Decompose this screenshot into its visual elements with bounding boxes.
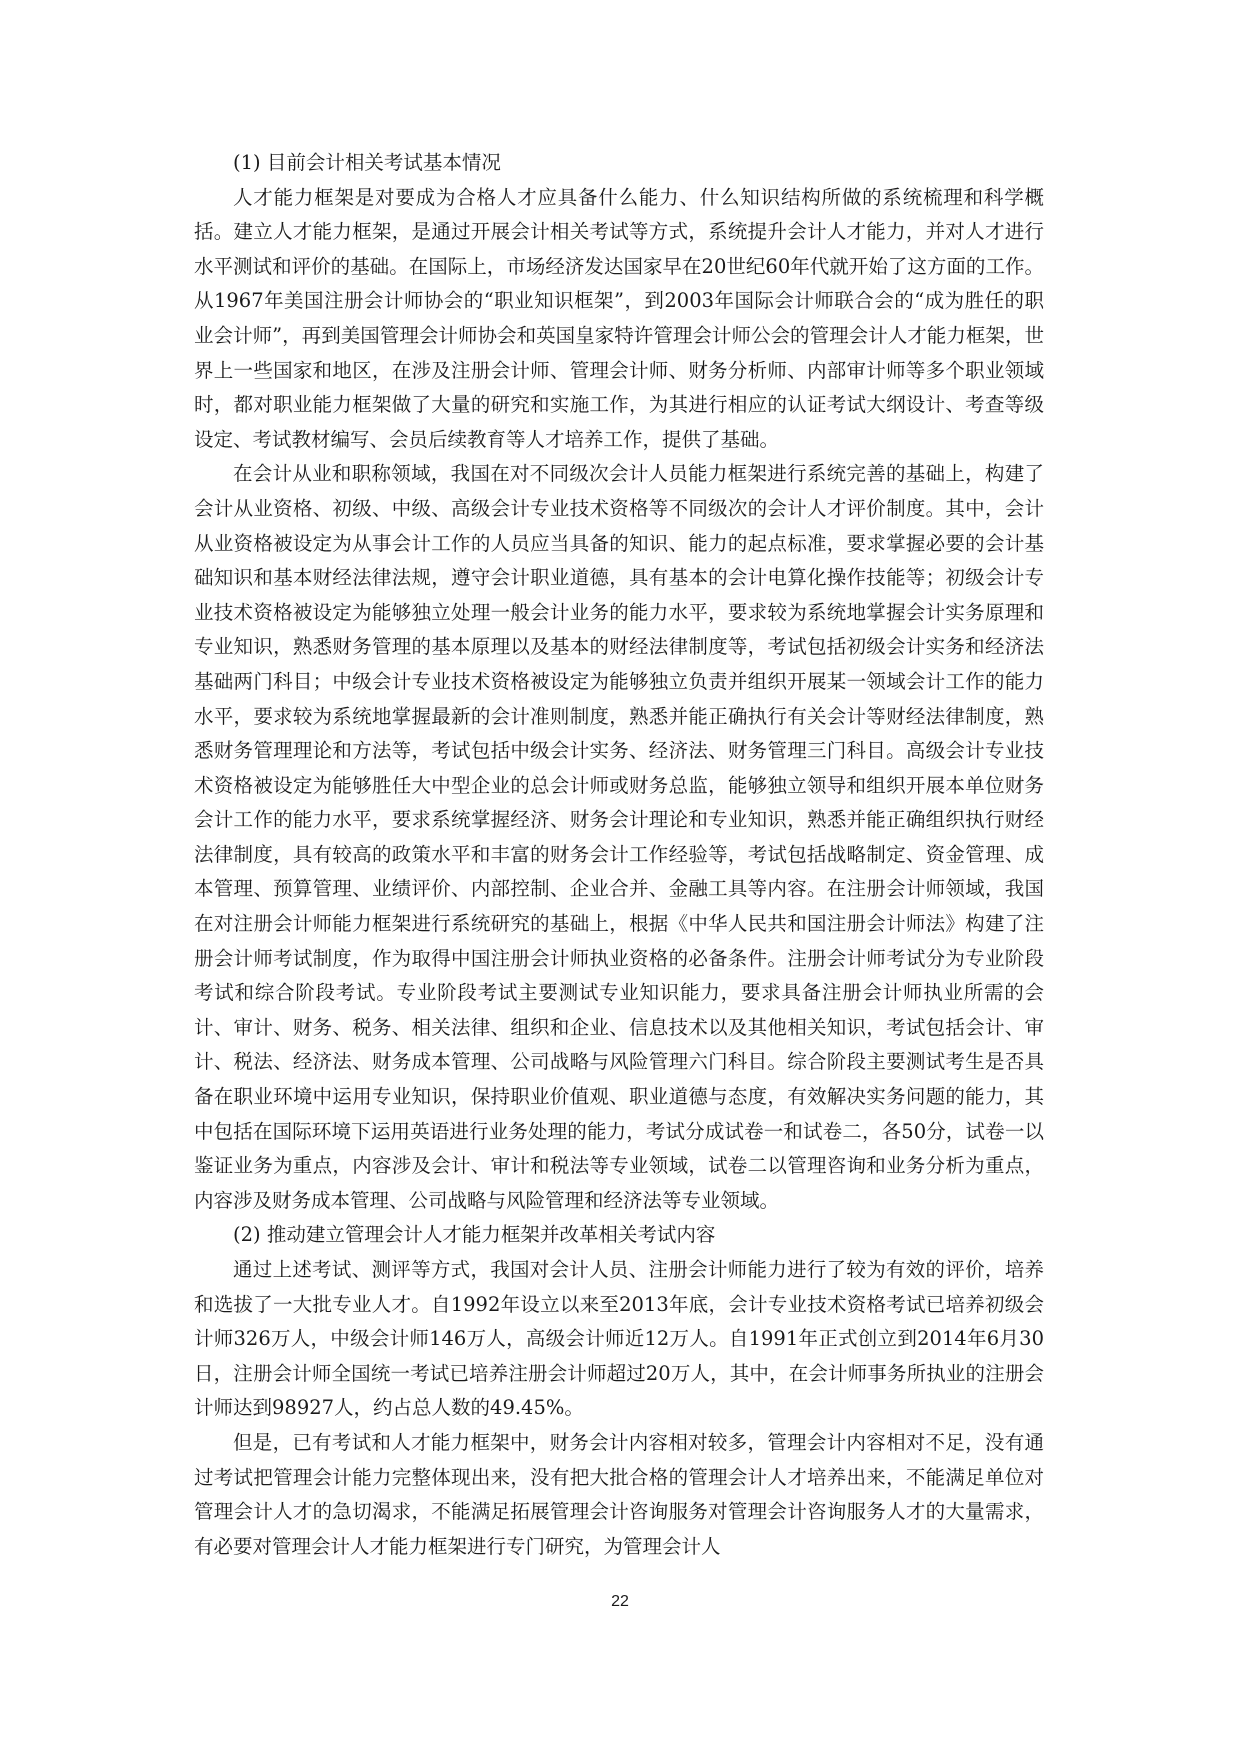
paragraph-exam-system: 在会计从业和职称领域，我国在对不同级次会计人员能力框架进行系统完善的基础上，构建了会计从业资格、初级、中级、高级会计专业技术资格等不同级次的会计人才评价制度。其中，会计从业资格被设定为从事会计工作的人员应当具备的知识、能力的起点标准，要求掌握必要的会计基础知识和基本财经法律法规，遵守会计职业道德，具有基本的会计电算化操作技能等；初级会计专业技术资格被设定为能够独立处理一般会计业务的能力水平，要求较为系统地掌握会计实务原理和专业知识，熟悉财务管理的基本原理以及基本的财经法律制度等，考试包括初级会计实务和经济法基础两门科目；中级会计专业技术资格被设定为能够独立负责并组织开展某一领域会计工作的能力水平，要求较为系统地掌握最新的会计准则制度，熟悉并能正确执行有关会计等财经法律制度，熟悉财务管理理论和方法等，考试包括中级会计实务、经济法、财务管理三门科目。高级会计专业技术资格被设定为能够胜任大中型企业的总会计师或财务总监，能够独立领导和组织开展本单位财务会计工作的能力水平，要求系统掌握经济、财务会计理论和专业知识，熟悉并能正确组织执行财经法律制度，具有较高的政策水平和丰富的财务会计工作经验等，考试包括战略制定、资金管理、成本管理、预算管理、业绩评价、内部控制、企业合并、金融工具等内容。在注册会计师领域，我国在对注册会计师能力框架进行系统研究的基础上，根据《中华人民共和国注册会计师法》构建了注册会计师考试制度，作为取得中国注册会计师执业资格的必备条件。注册会计师考试分为专业阶段考试和综合阶段考试。专业阶段考试主要测试专业知识能力，要求具备注册会计师执业所需的会计、审计、财务、税务、相关法律、组织和企业、信息技术以及其他相关知识，考试包括会计、审计、税法、经济法、财务成本管理、公司战略与风险管理六门科目。综合阶段主要测试考生是否具备在职业环境中运用专业知识，保持职业价值观、职业道德与态度，有效解决实务问题的能力，其中包括在国际环境下运用英语进行业务处理的能力，考试分成试卷一和试卷二，各50分，试卷一以鉴证业务为重点，内容涉及会计、审计和税法等专业领域，试卷二以管理咨询和业务分析为重点，内容涉及财务成本管理、公司战略与风险管理和经济法等专业领域。 <box>194 462 1044 1212</box>
paragraph-exam-results: 通过上述考试、测评等方式，我国对会计人员、注册会计师能力进行了较为有效的评价，培养和选拔了一大批专业人才。自1992年设立以来至2013年底，会计专业技术资格考试已培养初级会计师326万人，中级会计师146万人，高级会计师近12万人。自1991年正式创立到2014年6月30日，注册会计师全国统一考试已培养注册会计师超过20万人，其中，在会计师事务所执业的注册会计师达到98927人，约占总人数的49.45%。 <box>194 1258 1044 1420</box>
page-number: 22 <box>611 1593 629 1610</box>
paragraph-shortcomings: 但是，已有考试和人才能力框架中，财务会计内容相对较多，管理会计内容相对不足，没有通过考试把管理会计能力完整体现出来，没有把大批合格的管理会计人才培养出来，不能满足单位对管理会计人才的急切渴求，不能满足拓展管理会计咨询服务对管理会计咨询服务人才的大量需求，有必要对管理会计人才能力框架进行专门研究，为管理会计人 <box>194 1430 1044 1558</box>
paragraph-competency-framework: 人才能力框架是对要成为合格人才应具备什么能力、什么知识结构所做的系统梳理和科学概括。建立人才能力框架，是通过开展会计相关考试等方式，系统提升会计人才能力，并对人才进行水平测试和评价的基础。在国际上，市场经济发达国家早在20世纪60年代就开始了这方面的工作。从1967年美国注册会计师协会的“职业知识框架”，到2003年国际会计师联合会的“成为胜任的职业会计师”，再到美国管理会计师协会和英国皇家特许管理会计师公会的管理会计人才能力框架，世界上一些国家和地区，在涉及注册会计师、管理会计师、财务分析师、内部审计师等多个职业领域时，都对职业能力框架做了大量的研究和实施工作，为其进行相应的认证考试大纲设计、考查等级设定、考试教材编写、会员后续教育等人才培养工作，提供了基础。 <box>194 185 1044 451</box>
document-body <box>194 146 1044 1564</box>
section-heading-2: (2) 推动建立管理会计人才能力框架并改革相关考试内容 <box>233 1223 716 1247</box>
section-heading-1: (1) 目前会计相关考试基本情况 <box>233 151 501 174</box>
